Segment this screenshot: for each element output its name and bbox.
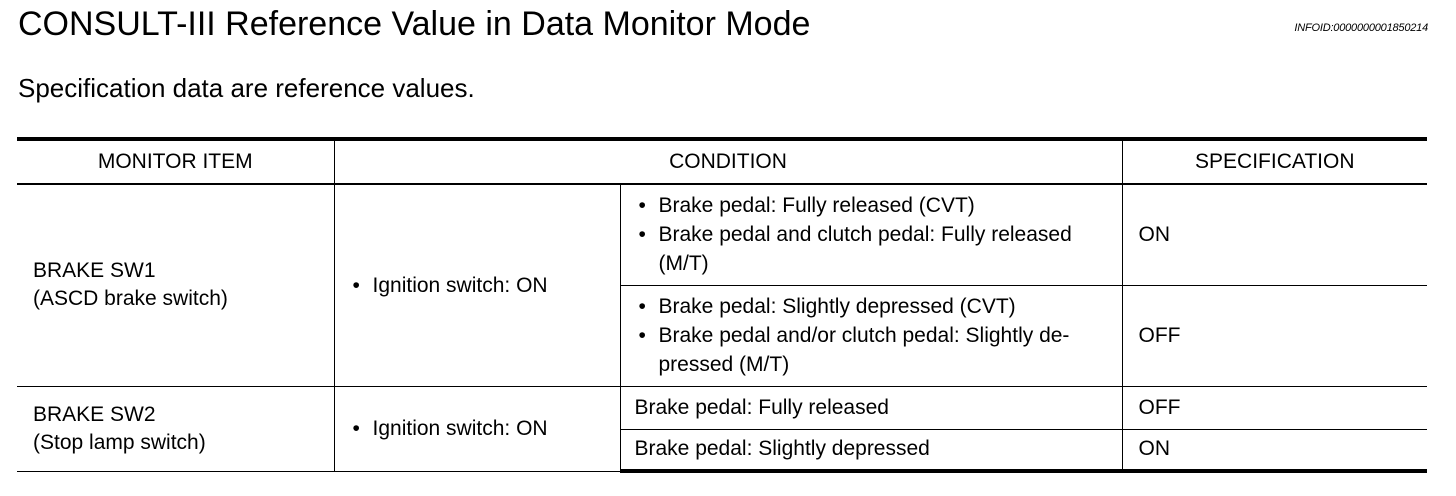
specification-value: OFF — [1122, 285, 1427, 386]
info-id: INFOID:0000000001850214 — [1294, 22, 1428, 34]
monitor-item-name: BRAKE SW1 — [33, 259, 156, 283]
main-condition: • Ignition switch: ON — [349, 414, 606, 443]
condition-item: • Brake pedal: Slightly depressed (CVT) — [635, 292, 1108, 321]
main-condition-cell — [334, 184, 620, 386]
main-condition: • Ignition switch: ON — [349, 271, 606, 300]
monitor-item-name: BRAKE SW2 — [33, 402, 156, 426]
monitor-item-cell — [17, 184, 334, 386]
condition-item: • Brake pedal and clutch pedal: Fully released (M/T) — [635, 220, 1108, 278]
condition-cell — [620, 285, 1122, 386]
monitor-item-description: (ASCD brake switch) — [33, 287, 228, 311]
column-header-condition: CONDITION — [334, 139, 1122, 184]
monitor-item-cell — [17, 386, 334, 471]
condition-cell: Brake pedal: Fully released — [620, 386, 1122, 429]
table-row — [17, 184, 1427, 285]
condition-cell — [620, 184, 1122, 285]
page-subtitle: Specification data are reference values. — [18, 73, 475, 103]
reference-value-table — [17, 137, 1427, 473]
column-header-specification: SPECIFICATION — [1122, 139, 1427, 184]
page-title: CONSULT-III Reference Value in Data Monitor Mode — [18, 5, 811, 43]
condition-item: • Brake pedal and/or clutch pedal: Slightly de-pressed (M/T) — [635, 321, 1108, 379]
monitor-item-description: (Stop lamp switch) — [33, 430, 206, 454]
specification-value: OFF — [1122, 386, 1427, 429]
condition-cell: Brake pedal: Slightly depressed — [620, 429, 1122, 471]
table-row — [17, 386, 1427, 429]
column-header-monitor-item: MONITOR ITEM — [17, 139, 334, 184]
specification-value: ON — [1122, 429, 1427, 471]
main-condition-cell — [334, 386, 620, 471]
specification-value: ON — [1122, 184, 1427, 285]
condition-item: • Brake pedal: Fully released (CVT) — [635, 191, 1108, 220]
table-header-row — [17, 139, 1427, 184]
